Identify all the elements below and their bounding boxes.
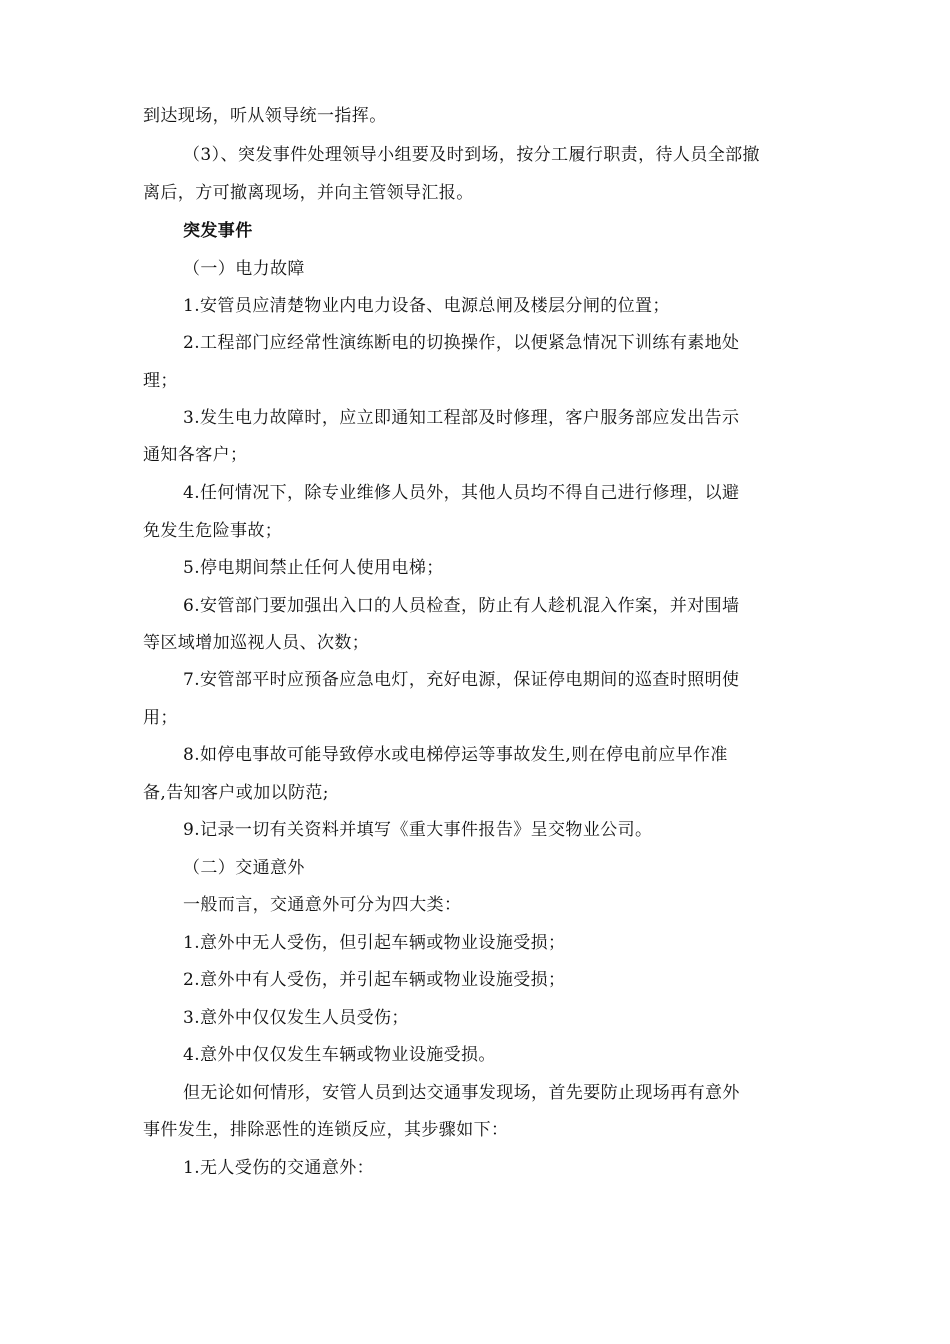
paragraph-line: 9.记录一切有关资料并填写《重大事件报告》呈交物业公司。 [183,820,653,840]
subsection-heading: （二）交通意外 [183,858,305,878]
paragraph-line: 一般而言，交通意外可分为四大类： [183,895,462,915]
paragraph-line: 事件发生，排除恶性的连锁反应，其步骤如下： [143,1120,509,1140]
paragraph-line: 等区域增加巡视人员、次数； [143,633,370,653]
paragraph-line: 1.安管员应清楚物业内电力设备、电源总闸及楼层分闸的位置； [183,296,670,316]
paragraph-line: 理； [143,371,178,391]
paragraph-line: 4.任何情况下，除专业维修人员外，其他人员均不得自己进行修理，以避 [183,483,740,503]
paragraph-line: 5.停电期间禁止任何人使用电梯； [183,558,444,578]
section-heading: 突发事件 [183,221,253,241]
paragraph-line: 2.意外中有人受伤，并引起车辆或物业设施受损； [183,970,566,990]
paragraph-line: 3.发生电力故障时，应立即通知工程部及时修理，客户服务部应发出告示 [183,408,740,428]
subsection-heading: （一）电力故障 [183,259,305,279]
paragraph-line: 4.意外中仅仅发生车辆或物业设施受损。 [183,1045,496,1065]
paragraph-line: 但无论如何情形，安管人员到达交通事发现场，首先要防止现场再有意外 [183,1083,740,1103]
paragraph-line: 3.意外中仅仅发生人员受伤； [183,1008,409,1028]
paragraph-line: 2.工程部门应经常性演练断电的切换操作，以便紧急情况下训练有素地处 [183,333,740,353]
paragraph-line: 6.安管部门要加强出入口的人员检查，防止有人趁机混入作案，并对围墙 [183,596,740,616]
paragraph-line: 用； [143,708,178,728]
paragraph-line: 免发生危险事故； [143,521,283,541]
paragraph-line: 7.安管部平时应预备应急电灯，充好电源，保证停电期间的巡查时照明使 [183,670,740,690]
paragraph-line: 8.如停电事故可能导致停水或电梯停运等事故发生,则在停电前应早作准 [183,745,728,765]
paragraph-line: 1.意外中无人受伤，但引起车辆或物业设施受损； [183,933,566,953]
paragraph-line: （3）、突发事件处理领导小组要及时到场，按分工履行职责，待人员全部撤 [183,145,760,165]
paragraph-line: 1.无人受伤的交通意外： [183,1158,375,1178]
paragraph-line: 离后，方可撤离现场，并向主管领导汇报。 [143,183,474,203]
paragraph-line: 到达现场，听从领导统一指挥。 [143,106,387,126]
paragraph-line: 备,告知客户或加以防范; [143,783,329,803]
paragraph-line: 通知各客户； [143,445,248,465]
